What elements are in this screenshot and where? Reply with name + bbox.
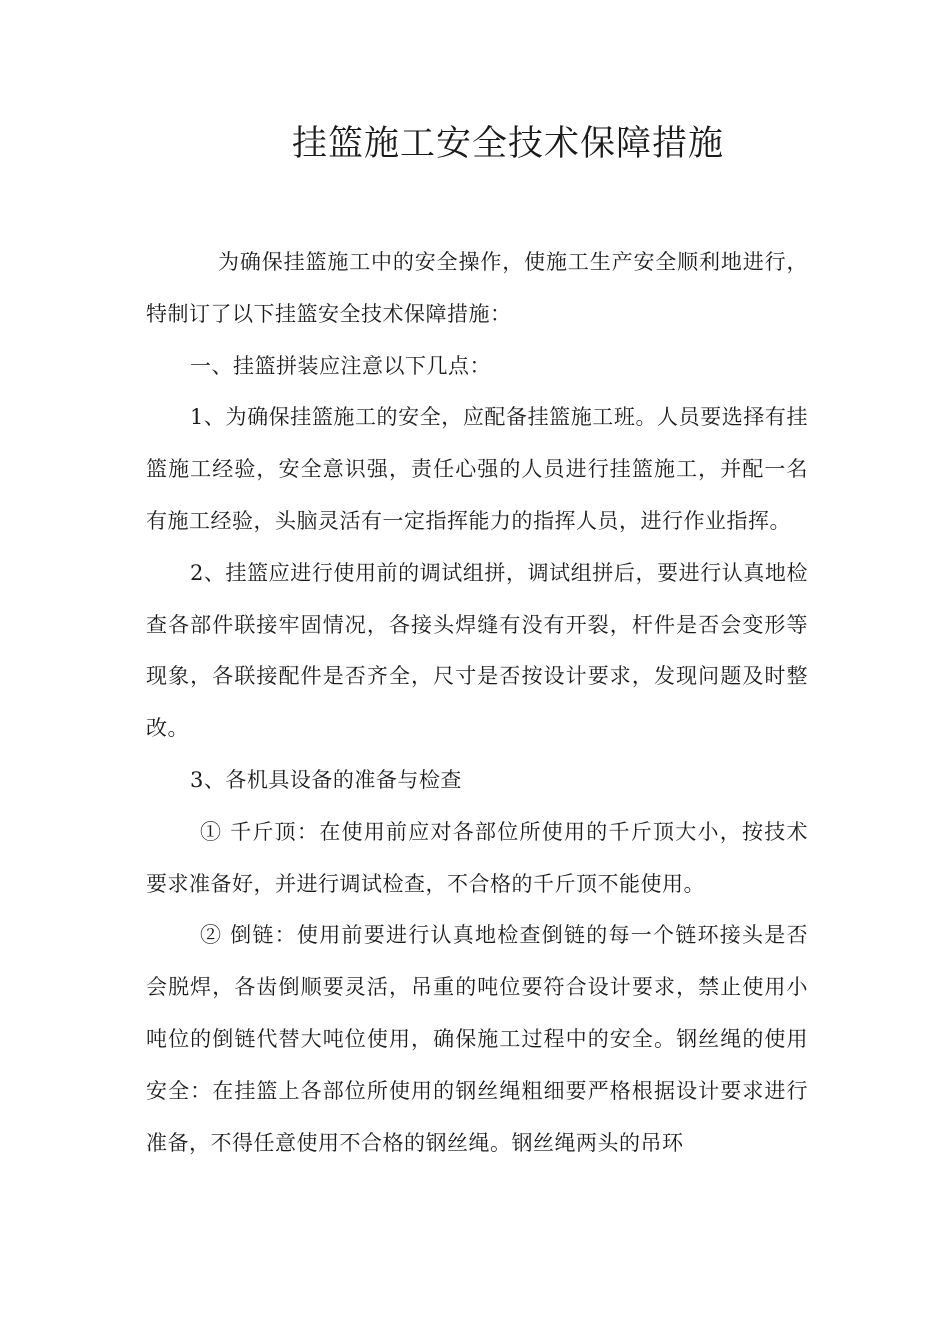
item-1-paragraph: 1、为确保挂篮施工的安全，应配备挂篮施工班。人员要选择有挂篮施工经验，安全意识强，责任心强的人员进行挂篮施工，并配一名有施工经验，头脑灵活有一定指挥能力的指挥人员，进行作业指挥。	[146, 405, 808, 533]
document-title: 挂篮施工安全技术保障措施	[291, 124, 724, 164]
item-3-heading: 3、各机具设备的准备与检查	[190, 767, 462, 792]
intro-paragraph: 为确保挂篮施工中的安全操作，使施工生产安全顺利地进行，特制订了以下挂篮安全技术保障措施：	[146, 250, 808, 326]
item-3-1-paragraph: ① 千斤顶：在使用前应对各部位所使用的千斤顶大小，按技术要求准备好，并进行调试检查，不合格的千斤顶不能使用。	[146, 819, 808, 896]
section-heading: 一、挂篮拼装应注意以下几点：	[190, 353, 491, 378]
item-3-2-paragraph: ② 倒链：使用前要进行认真地检查倒链的每一个链环接头是否会脱焊，各齿倒顺要灵活，吊重的吨位要符合设计要求，禁止使用小吨位的倒链代替大吨位使用，确保施工过程中的安全。钢丝绳的使用安全：在挂篮上各部位所使用的钢丝绳粗细要严格根据设计要求进行准备，不得任意使用不合格的钢丝绳。钢丝绳两头的吊环	[146, 923, 808, 1155]
document-body	[146, 237, 808, 1169]
item-2-paragraph: 2、挂篮应进行使用前的调试组拼，调试组拼后，要进行认真地检查各部件联接牢固情况，各接头焊缝有没有开裂，杆件是否会变形等现象，各联接配件是否齐全，尺寸是否按设计要求，发现问题及时整改。	[146, 560, 808, 741]
